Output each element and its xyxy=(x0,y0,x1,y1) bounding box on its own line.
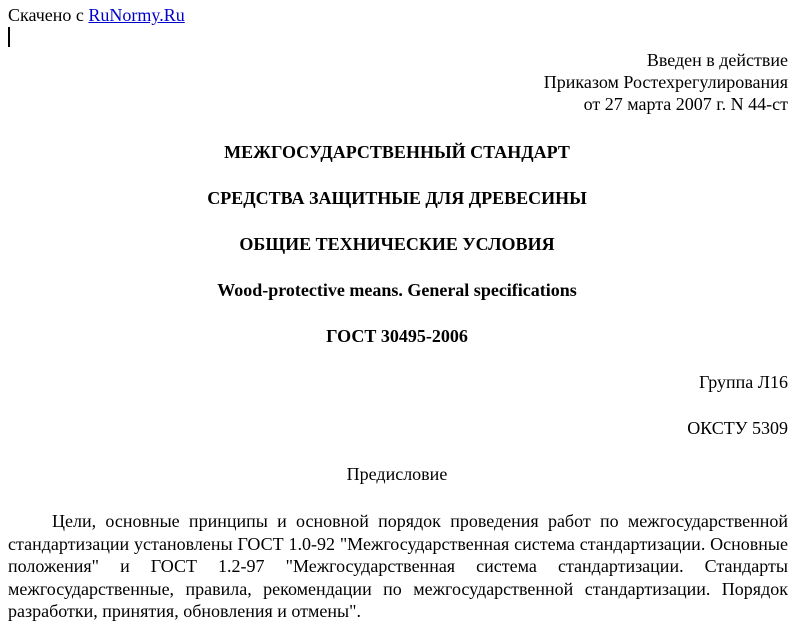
group-label: Группа Л16 xyxy=(699,372,788,392)
document-subtitle: ОБЩИЕ ТЕХНИЧЕСКИЕ УСЛОВИЯ xyxy=(239,234,555,254)
foreword-paragraph: Цели, основные принципы и основной порядок проведения работ по межгосударственной стандартизации установлены ГОСТ 1.0-92 "Межгосударственная система стандартизации. Основные положения" и ГОСТ 1.2-97 "Межгосударственная система стандартизации. Стандарты межгосударственные, правила, рекомендации по межгосударственной стандартизации. Порядок разработки, принятия, обновления и отмены". xyxy=(8,511,788,621)
okstu-label: ОКСТУ 5309 xyxy=(687,418,788,438)
text-cursor xyxy=(8,27,10,47)
standard-code: ГОСТ 30495-2006 xyxy=(326,326,468,346)
intro-line-2: Приказом Ростехрегулирования xyxy=(543,72,788,92)
intro-block xyxy=(544,49,788,115)
source-prefix: Скачено с xyxy=(8,5,84,25)
foreword-title: Предисловие xyxy=(346,464,448,484)
intro-line-1: Введен в действие xyxy=(646,50,788,70)
source-link[interactable]: RuNormy.Ru xyxy=(88,5,185,25)
document-title: СРЕДСТВА ЗАЩИТНЫЕ ДЛЯ ДРЕВЕСИНЫ xyxy=(207,188,587,208)
source-line xyxy=(8,4,185,26)
standard-type-heading: МЕЖГОСУДАРСТВЕННЫЙ СТАНДАРТ xyxy=(224,142,570,162)
intro-line-3: от 27 марта 2007 г. N 44-ст xyxy=(583,94,788,114)
english-title: Wood-protective means. General specifications xyxy=(217,280,577,300)
